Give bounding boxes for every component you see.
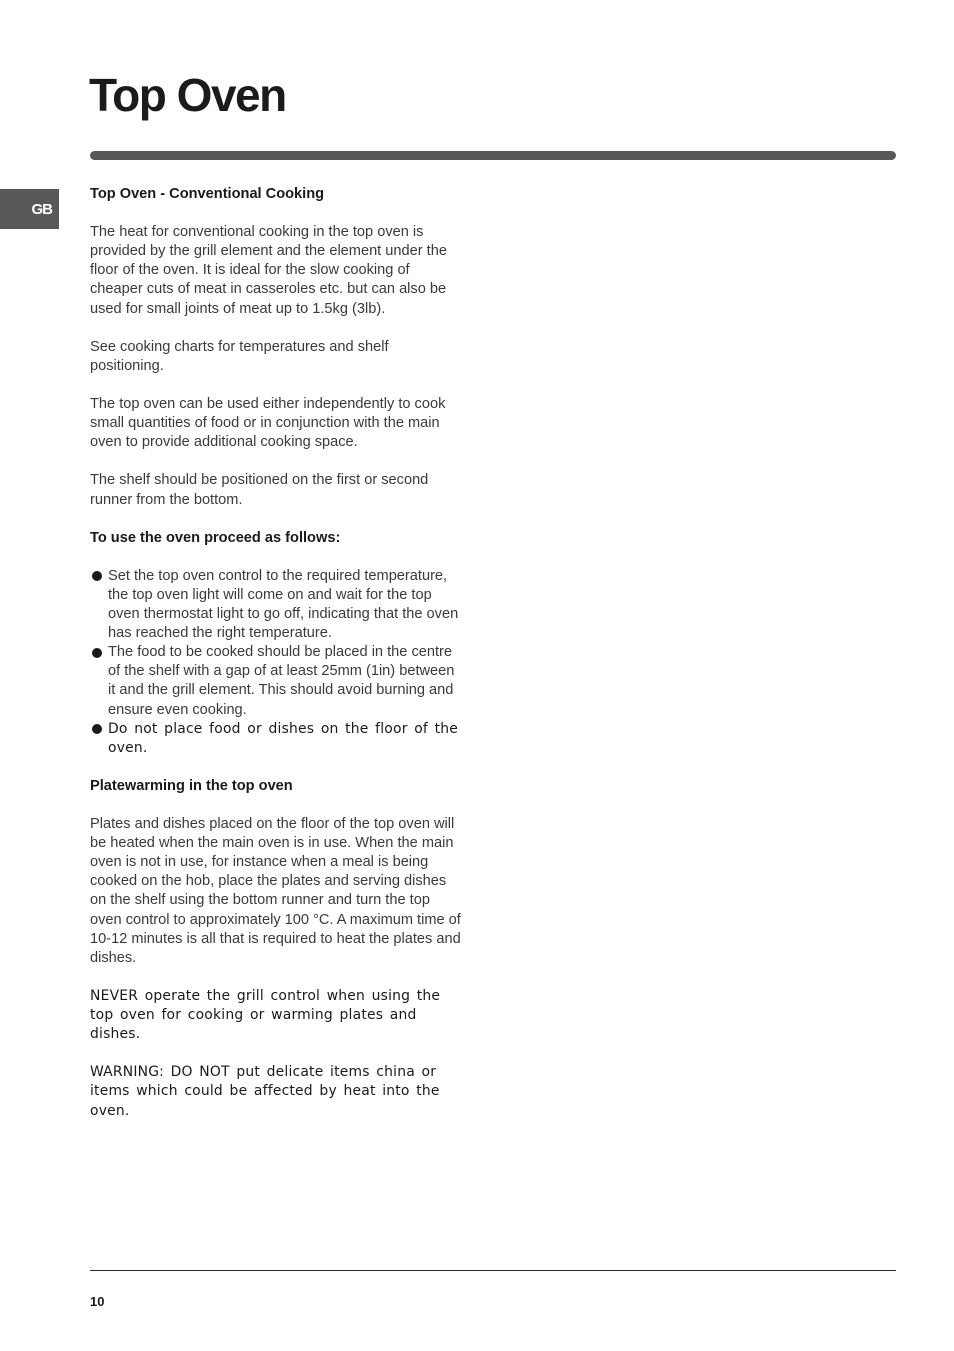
section-heading-conventional-cooking: Top Oven - Conventional Cooking bbox=[90, 186, 325, 202]
list-item-text: Set the top oven control to the required temperature, the top oven light will come on and wait for the top oven thermostat light to go off, indicating that the oven has reached the right temperature. bbox=[108, 567, 459, 642]
list-item bbox=[90, 567, 465, 643]
main-content bbox=[90, 185, 465, 1140]
list-item-text: The food to be cooked should be placed in the centre of the shelf with a gap of at least 25mm (1in) between it and the grill element. This should avoid burning and ensure even cooking. bbox=[108, 644, 455, 718]
paragraph: See cooking charts for temperatures and shelf positioning. bbox=[90, 338, 389, 374]
page-title: Top Oven bbox=[89, 69, 286, 121]
instruction-list bbox=[90, 567, 465, 758]
list-item-text-caution: Do not place food or dishes on the floor of the oven. bbox=[108, 720, 459, 756]
warning-text: WARNING: DO NOT put delicate items china or items which could be affected by heat into the oven. bbox=[90, 1064, 440, 1119]
list-item bbox=[90, 643, 465, 719]
language-tab: GB bbox=[0, 189, 59, 229]
footer-divider bbox=[90, 1270, 896, 1271]
paragraph: The heat for conventional cooking in the top oven is provided by the grill element and the element under the floor of the oven. It is ideal for the slow cooking of cheaper cuts of meat in casseroles etc. but can also be used for small joints of meat up to 1.5kg (3lb). bbox=[90, 224, 447, 317]
list-item bbox=[90, 720, 465, 758]
paragraph: Plates and dishes placed on the floor of the top oven will be heated when the main oven is in use. When the main oven is not in use, for instance when a meal is being cooked on the hob, place the plates and serving dishes on the shelf using the bottom runner and turn the top oven control to approximately 100 °C. A maximum time of 10-12 minutes is all that is required to heat the plates and dishes. bbox=[90, 816, 461, 966]
bullet-icon bbox=[92, 724, 102, 734]
grill-caution-text: NEVER operate the grill control when using the top oven for cooking or warming plates and dishes. bbox=[90, 987, 441, 1043]
bullet-icon bbox=[92, 648, 102, 658]
paragraph: The top oven can be used either independently to cook small quantities of food or in conjunction with the main oven to provide additional cooking space. bbox=[90, 396, 446, 451]
page-number: 10 bbox=[90, 1294, 105, 1309]
section-heading-instructions: To use the oven proceed as follows: bbox=[90, 529, 341, 546]
section-heading-platewarming: Platewarming in the top oven bbox=[90, 777, 293, 794]
bullet-icon bbox=[92, 571, 102, 581]
paragraph: The shelf should be positioned on the first or second runner from the bottom. bbox=[90, 472, 429, 508]
title-divider bbox=[90, 151, 896, 160]
